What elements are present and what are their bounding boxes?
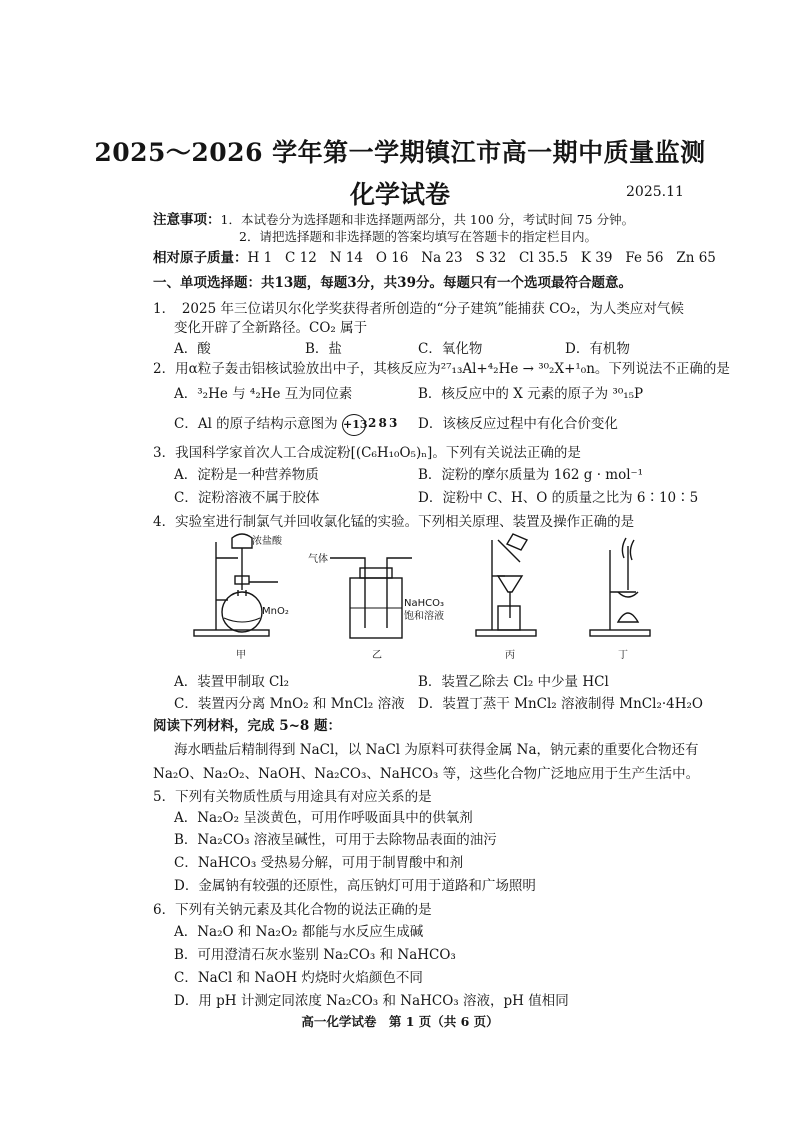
q6-option-b: B．可用澄清石灰水鉴别 Na₂CO₃ 和 NaHCO₃ bbox=[174, 947, 456, 963]
q1-option-d: D．有机物 bbox=[565, 341, 630, 357]
label-mno2: MnO₂ bbox=[262, 606, 289, 617]
label-nahco3: NaHCO₃ bbox=[404, 598, 444, 609]
q1-option-b: B．盐 bbox=[305, 341, 342, 357]
notice-block bbox=[153, 208, 634, 228]
reading-heading: 阅读下列材料，完成 5~8 题： bbox=[153, 718, 341, 734]
q3-option-b: B．淀粉的摩尔质量为 162 g · mol⁻¹ bbox=[418, 467, 644, 483]
label-gas: 气体 bbox=[308, 554, 328, 565]
atom-shells: 2 8 3 bbox=[367, 415, 397, 430]
q4-option-a: A．装置甲制取 Cl₂ bbox=[174, 674, 290, 690]
q3-option-a: A．淀粉是一种营养物质 bbox=[174, 467, 319, 483]
q4-option-d: D．装置丁蒸干 MnCl₂ 溶液制得 MnCl₂·4H₂O bbox=[418, 696, 703, 712]
q6-stem: 6．下列有关钠元素及其化合物的说法正确的是 bbox=[153, 902, 432, 918]
notice-item-1: 1．本试卷分为选择题和非选择题两部分，共 100 分，考试时间 75 分钟。 bbox=[220, 212, 635, 227]
q2-option-d: D．该核反应过程中有化合价变化 bbox=[418, 416, 618, 432]
atomic-masses-values: H 1 C 12 N 14 O 16 Na 23 S 32 Cl 35.5 K 39 Fe 56 Zn 65 bbox=[247, 250, 716, 266]
label-bing: 丙 bbox=[505, 650, 515, 661]
q2-option-b: B．核反应中的 X 元素的原子为 ³⁰₁₅P bbox=[418, 386, 644, 402]
q5-option-a: A．Na₂O₂ 呈淡黄色，可用作呼吸面具中的供氧剂 bbox=[174, 810, 473, 826]
q3-option-d: D．淀粉中 C、H、O 的质量之比为 6∶10∶5 bbox=[418, 490, 699, 506]
q3-stem: 3．我国科学家首次人工合成淀粉[(C₆H₁₀O₅)ₙ]。下列有关说法正确的是 bbox=[153, 445, 581, 461]
q2-stem-b: 。下列说法不正确的是 bbox=[594, 361, 730, 377]
exam-date: 2025.11 bbox=[626, 184, 684, 200]
q1-stem-line1: 1． 2025 年三位诺贝尔化学奖获得者所创造的“分子建筑”能捕获 CO₂，为人类应对气候 bbox=[153, 301, 684, 317]
label-saturated: 饱和溶液 bbox=[404, 611, 444, 622]
q5-option-c: C．NaHCO₃ 受热易分解，可用于制胃酸中和剂 bbox=[174, 855, 464, 871]
q2-option-c bbox=[174, 412, 402, 436]
section-1-heading: 一、单项选择题：共13题，每题3分，共39分。每题只有一个选项最符合题意。 bbox=[153, 275, 632, 291]
apparatus-bing bbox=[476, 534, 536, 636]
q5-stem: 5．下列有关物质性质与用途具有对应关系的是 bbox=[153, 789, 432, 805]
q2-stem bbox=[153, 357, 730, 377]
reading-para-1: 海水晒盐后精制得到 NaCl，以 NaCl 为原料可获得金属 Na，钠元素的重要化合物还有 bbox=[174, 742, 699, 758]
q4-option-c: C．装置丙分离 MnO₂ 和 MnCl₂ 溶液 bbox=[174, 696, 405, 712]
apparatus-ding bbox=[590, 538, 650, 636]
page-footer: 高一化学试卷 第 1 页（共 6 页） bbox=[301, 1014, 499, 1029]
q2-option-c-text: C．Al 的原子结构示意图为 bbox=[174, 416, 338, 432]
q2-stem-a: 2．用α粒子轰击铝核试验放出中子，其核反应为 bbox=[153, 361, 441, 377]
label-acid: 浓盐酸 bbox=[252, 536, 282, 547]
q2-reaction: ²⁷₁₃Al+⁴₂He → ³⁰₂X+¹₀n bbox=[440, 361, 595, 377]
q4-stem: 4．实验室进行制氯气并回收氯化锰的实验。下列相关原理、装置及操作正确的是 bbox=[153, 514, 635, 530]
q6-option-c: C．NaCl 和 NaOH 灼烧时火焰颜色不同 bbox=[174, 970, 423, 986]
atom-nucleus: +13 bbox=[342, 414, 366, 436]
exam-subtitle: 化学试卷 bbox=[349, 180, 450, 209]
atomic-masses bbox=[153, 246, 716, 266]
notice-label: 注意事项： bbox=[153, 212, 221, 228]
q3-option-c: C．淀粉溶液不属于胶体 bbox=[174, 490, 320, 506]
q6-option-d: D．用 pH 计测定同浓度 Na₂CO₃ 和 NaHCO₃ 溶液，pH 值相同 bbox=[174, 993, 569, 1009]
reading-para-2: Na₂O、Na₂O₂、NaOH、Na₂CO₃、NaHCO₃ 等，这些化合物广泛地应用于生产生活中。 bbox=[153, 766, 700, 782]
q4-option-b: B．装置乙除去 Cl₂ 中少量 HCl bbox=[418, 674, 609, 690]
atom-structure-diagram bbox=[342, 414, 402, 436]
label-ding: 丁 bbox=[618, 650, 628, 661]
atomic-masses-label: 相对原子质量： bbox=[153, 250, 248, 266]
q1-stem-line2: 变化开辟了全新路径。CO₂ 属于 bbox=[174, 320, 368, 336]
q5-option-d: D．金属钠有较强的还原性，高压钠灯可用于道路和广场照明 bbox=[174, 878, 536, 894]
apparatus-jia bbox=[194, 534, 278, 636]
exam-title: 2025～2026 学年第一学期镇江市高一期中质量监测 bbox=[94, 138, 706, 167]
q1-option-c: C．氧化物 bbox=[418, 341, 483, 357]
apparatus-figure bbox=[180, 530, 660, 665]
label-yi: 乙 bbox=[372, 650, 382, 661]
label-jia: 甲 bbox=[236, 650, 246, 661]
apparatus-yi bbox=[330, 558, 412, 638]
q6-option-a: A．Na₂O 和 Na₂O₂ 都能与水反应生成碱 bbox=[174, 924, 424, 940]
q2-option-a: A．³₂He 与 ⁴₂He 互为同位素 bbox=[174, 386, 353, 402]
notice-item-2: 2．请把选择题和非选择题的答案均填写在答题卡的指定栏目内。 bbox=[239, 229, 597, 244]
q1-option-a: A．酸 bbox=[174, 341, 211, 357]
q5-option-b: B．Na₂CO₃ 溶液呈碱性，可用于去除物品表面的油污 bbox=[174, 832, 497, 848]
